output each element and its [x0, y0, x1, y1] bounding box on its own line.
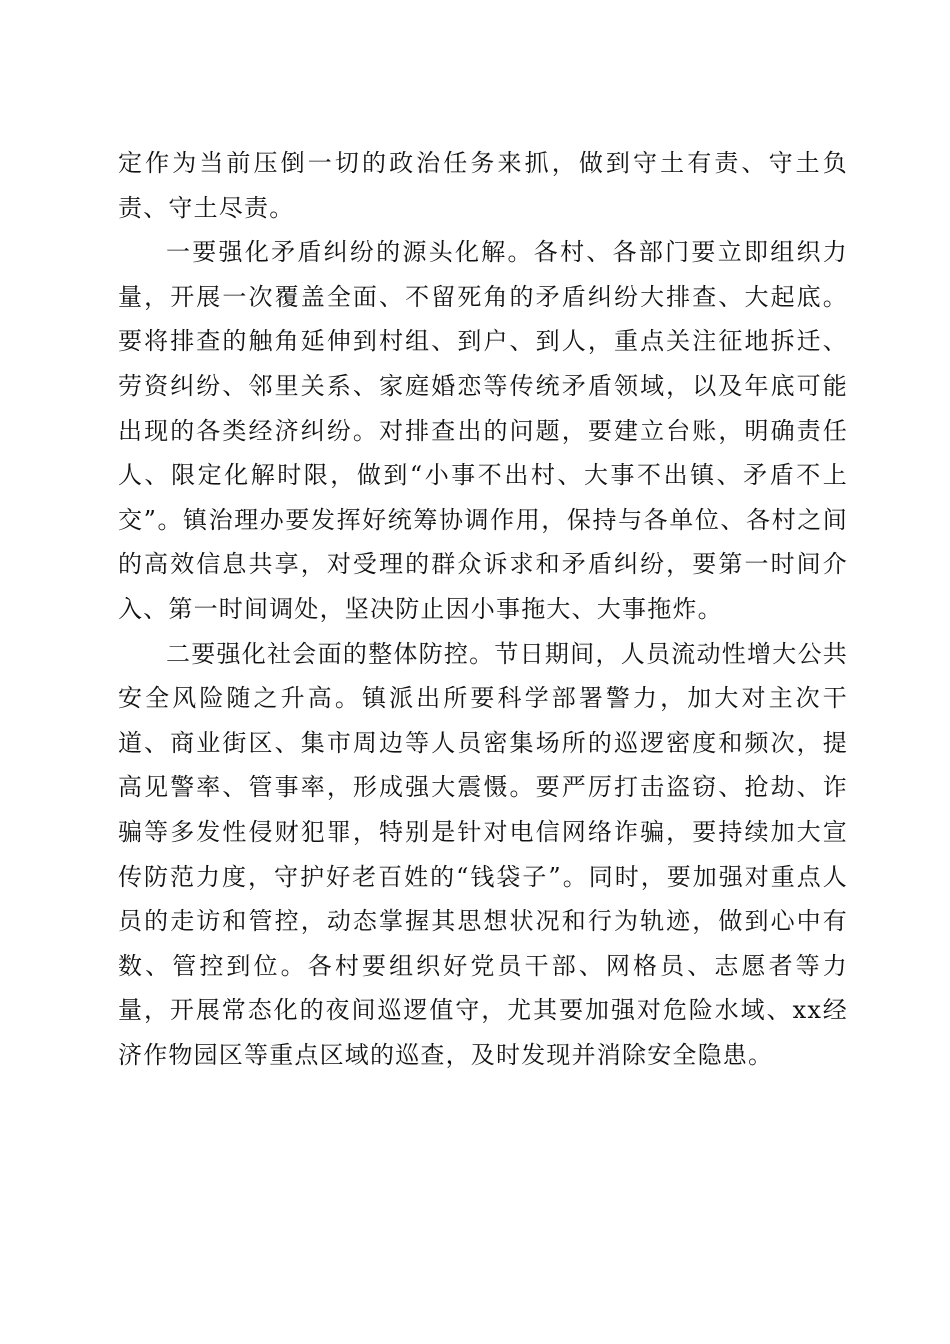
paragraph-dispute-resolution: 一要强化矛盾纠纷的源头化解。各村、各部门要立即组织力量，开展一次覆盖全面、不留死角的矛盾纠纷大排查、大起底。要将排查的触角延伸到村组、到户、到人，重点关注征地拆迁、劳资纠纷、邻里关系、家庭婚恋等传统矛盾领域，以及年底可能出现的各类经济纠纷。对排查出的问题，要建立台账，明确责任人、限定化解时限，做到“小事不出村、大事不出镇、矛盾不上交”。镇治理办要发挥好统筹协调作用，保持与各单位、各村之间的高效信息共享，对受理的群众诉求和矛盾纠纷，要第一时间介入、第一时间调处，坚决防止因小事拖大、大事拖炸。 [118, 238, 848, 623]
paragraph-public-security: 二要强化社会面的整体防控。节日期间，人员流动性增大公共安全风险随之升高。镇派出所要科学部署警力，加大对主次干道、商业街区、集市周边等人员密集场所的巡逻密度和频次，提高见警率、管事率，形成强大震慑。要严厉打击盗窃、抢劫、诈骗等多发性侵财犯罪，特别是针对电信网络诈骗，要持续加大宣传防范力度，守护好老百姓的“钱袋子”。同时，要加强对重点人员的走访和管控，动态掌握其思想状况和行为轨迹，做到心中有数、管控到位。各村要组织好党员干部、网格员、志愿者等力量，开展常态化的夜间巡逻值守，尤其要加强对危险水域、xx经济作物园区等重点区域的巡查，及时发现并消除安全隐患。 [118, 639, 848, 1069]
document-body [118, 141, 848, 1077]
paragraph-continuation: 定作为当前压倒一切的政治任务来抓，做到守土有责、守土负责、守土尽责。 [118, 149, 848, 222]
